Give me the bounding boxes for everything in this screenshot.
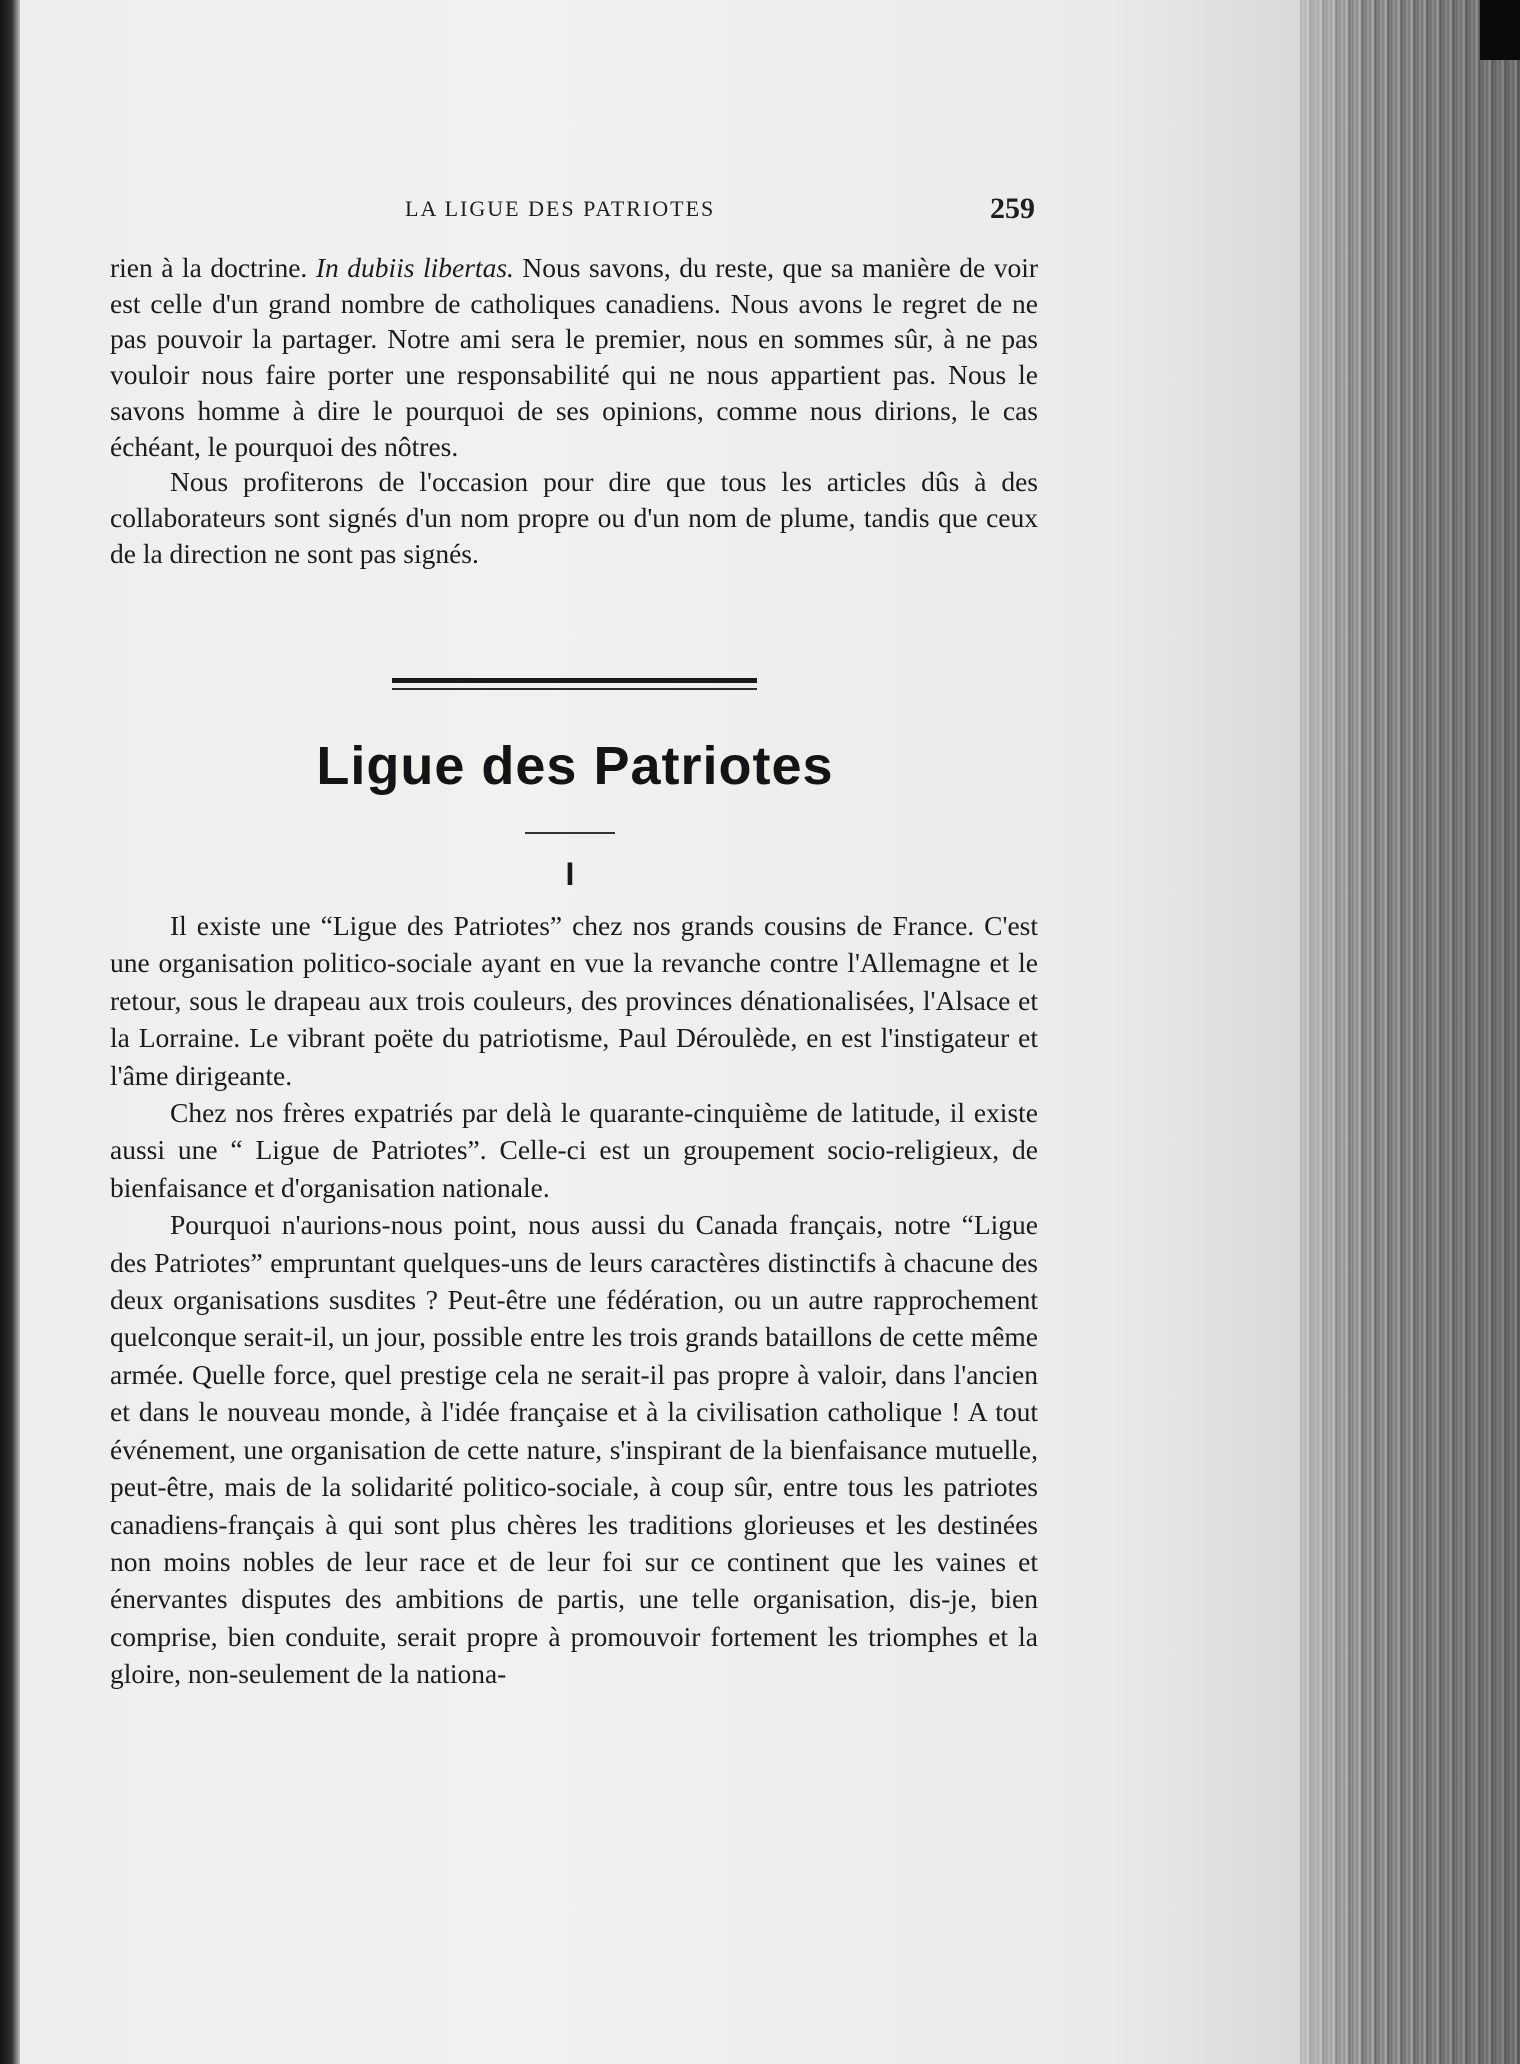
section-title: Ligue des Patriotes bbox=[316, 736, 834, 796]
section-body bbox=[110, 907, 1038, 1693]
title-underline bbox=[525, 832, 615, 834]
latin-phrase: In dubiis libertas. bbox=[315, 252, 514, 283]
paragraph: Pourquoi n'aurions-nous point, nous aussi du Canada français, notre “Ligue des Patriotes” empruntant quelques-uns de leurs caractères distinctifs à chacune des deux organisations susdites ? Peut-être une fédération, ou un autre rapprochement quelconque serait-il, un jour, possible entre les trois grands bataillons de cette même armée. Quelle force, quel prestige cela ne serait-il pas propre à valoir, dans l'ancien et dans le nouveau monde, à l'idée française et à la civilisation catholique ! A tout événement, une organisation de cette nature, s'inspirant de la bienfaisance mutuelle, peut-être, mais de la solidarité politico-sociale, à coup sûr, entre tous les patriotes canadiens-français à qui sont plus chères les traditions glorieuses et les destinées non moins nobles de leur race et de leur foi sur ce continent que les vaines et énervantes disputes des ambitions de partis, une telle organisation, dis-je, bien comprise, bien conduite, serait propre à promouvoir fortement les triomphes et la gloire, non-seulement de la nationa- bbox=[110, 1209, 1038, 1690]
book-page-edges bbox=[1300, 0, 1520, 2064]
gutter-shadow bbox=[0, 0, 20, 2064]
scan-background-corner bbox=[1480, 0, 1520, 60]
continued-text-block bbox=[110, 250, 1038, 571]
divider-thin-line bbox=[392, 688, 757, 690]
paragraph-text: Nous savons, du reste, que sa manière de voir est celle d'un grand nombre de catholiques canadiens. Nous avons le regret de ne pas pouvoir la partager. Notre ami sera le premier, nous en sommes sûr, à ne pas vouloir nous faire porter une responsabilité qui ne nous appartient pas. Nous le savons homme à dire le pourquoi de ses opinions, comme nous dirions, le cas échéant, le pourquoi des nôtres. bbox=[110, 252, 1039, 462]
part-numeral: I bbox=[565, 856, 575, 892]
paragraph: Chez nos frères expatriés par delà le quarante-cinquième de latitude, il existe aussi une “ Ligue de Patriotes”. Celle-ci est un groupement socio-religieux, de bienfaisance et d'organisation nationale. bbox=[110, 1097, 1038, 1203]
paragraph bbox=[110, 250, 1038, 464]
paragraph-text: rien à la doctrine. bbox=[110, 252, 316, 283]
running-head: LA LIGUE DES PATRIOTES bbox=[405, 196, 716, 221]
paragraph: Nous profiterons de l'occasion pour dire que tous les articles dûs à des collaborateurs sont signés d'un nom propre ou d'un nom de plume, tandis que ceux de la direction ne sont pas signés. bbox=[110, 466, 1038, 569]
divider-thick-line bbox=[392, 678, 757, 683]
section-divider bbox=[392, 678, 757, 692]
paragraph: Il existe une “Ligue des Patriotes” chez nos grands cousins de France. C'est une organisation politico-sociale ayant en vue la revanche contre l'Allemagne et le retour, sous le drapeau aux trois couleurs, des provinces dénationalisées, l'Alsace et la Lorraine. Le vibrant poëte du patriotisme, Paul Déroulède, en est l'instigateur et l'âme dirigeante. bbox=[110, 910, 1038, 1091]
page-number: 259 bbox=[990, 192, 1035, 225]
